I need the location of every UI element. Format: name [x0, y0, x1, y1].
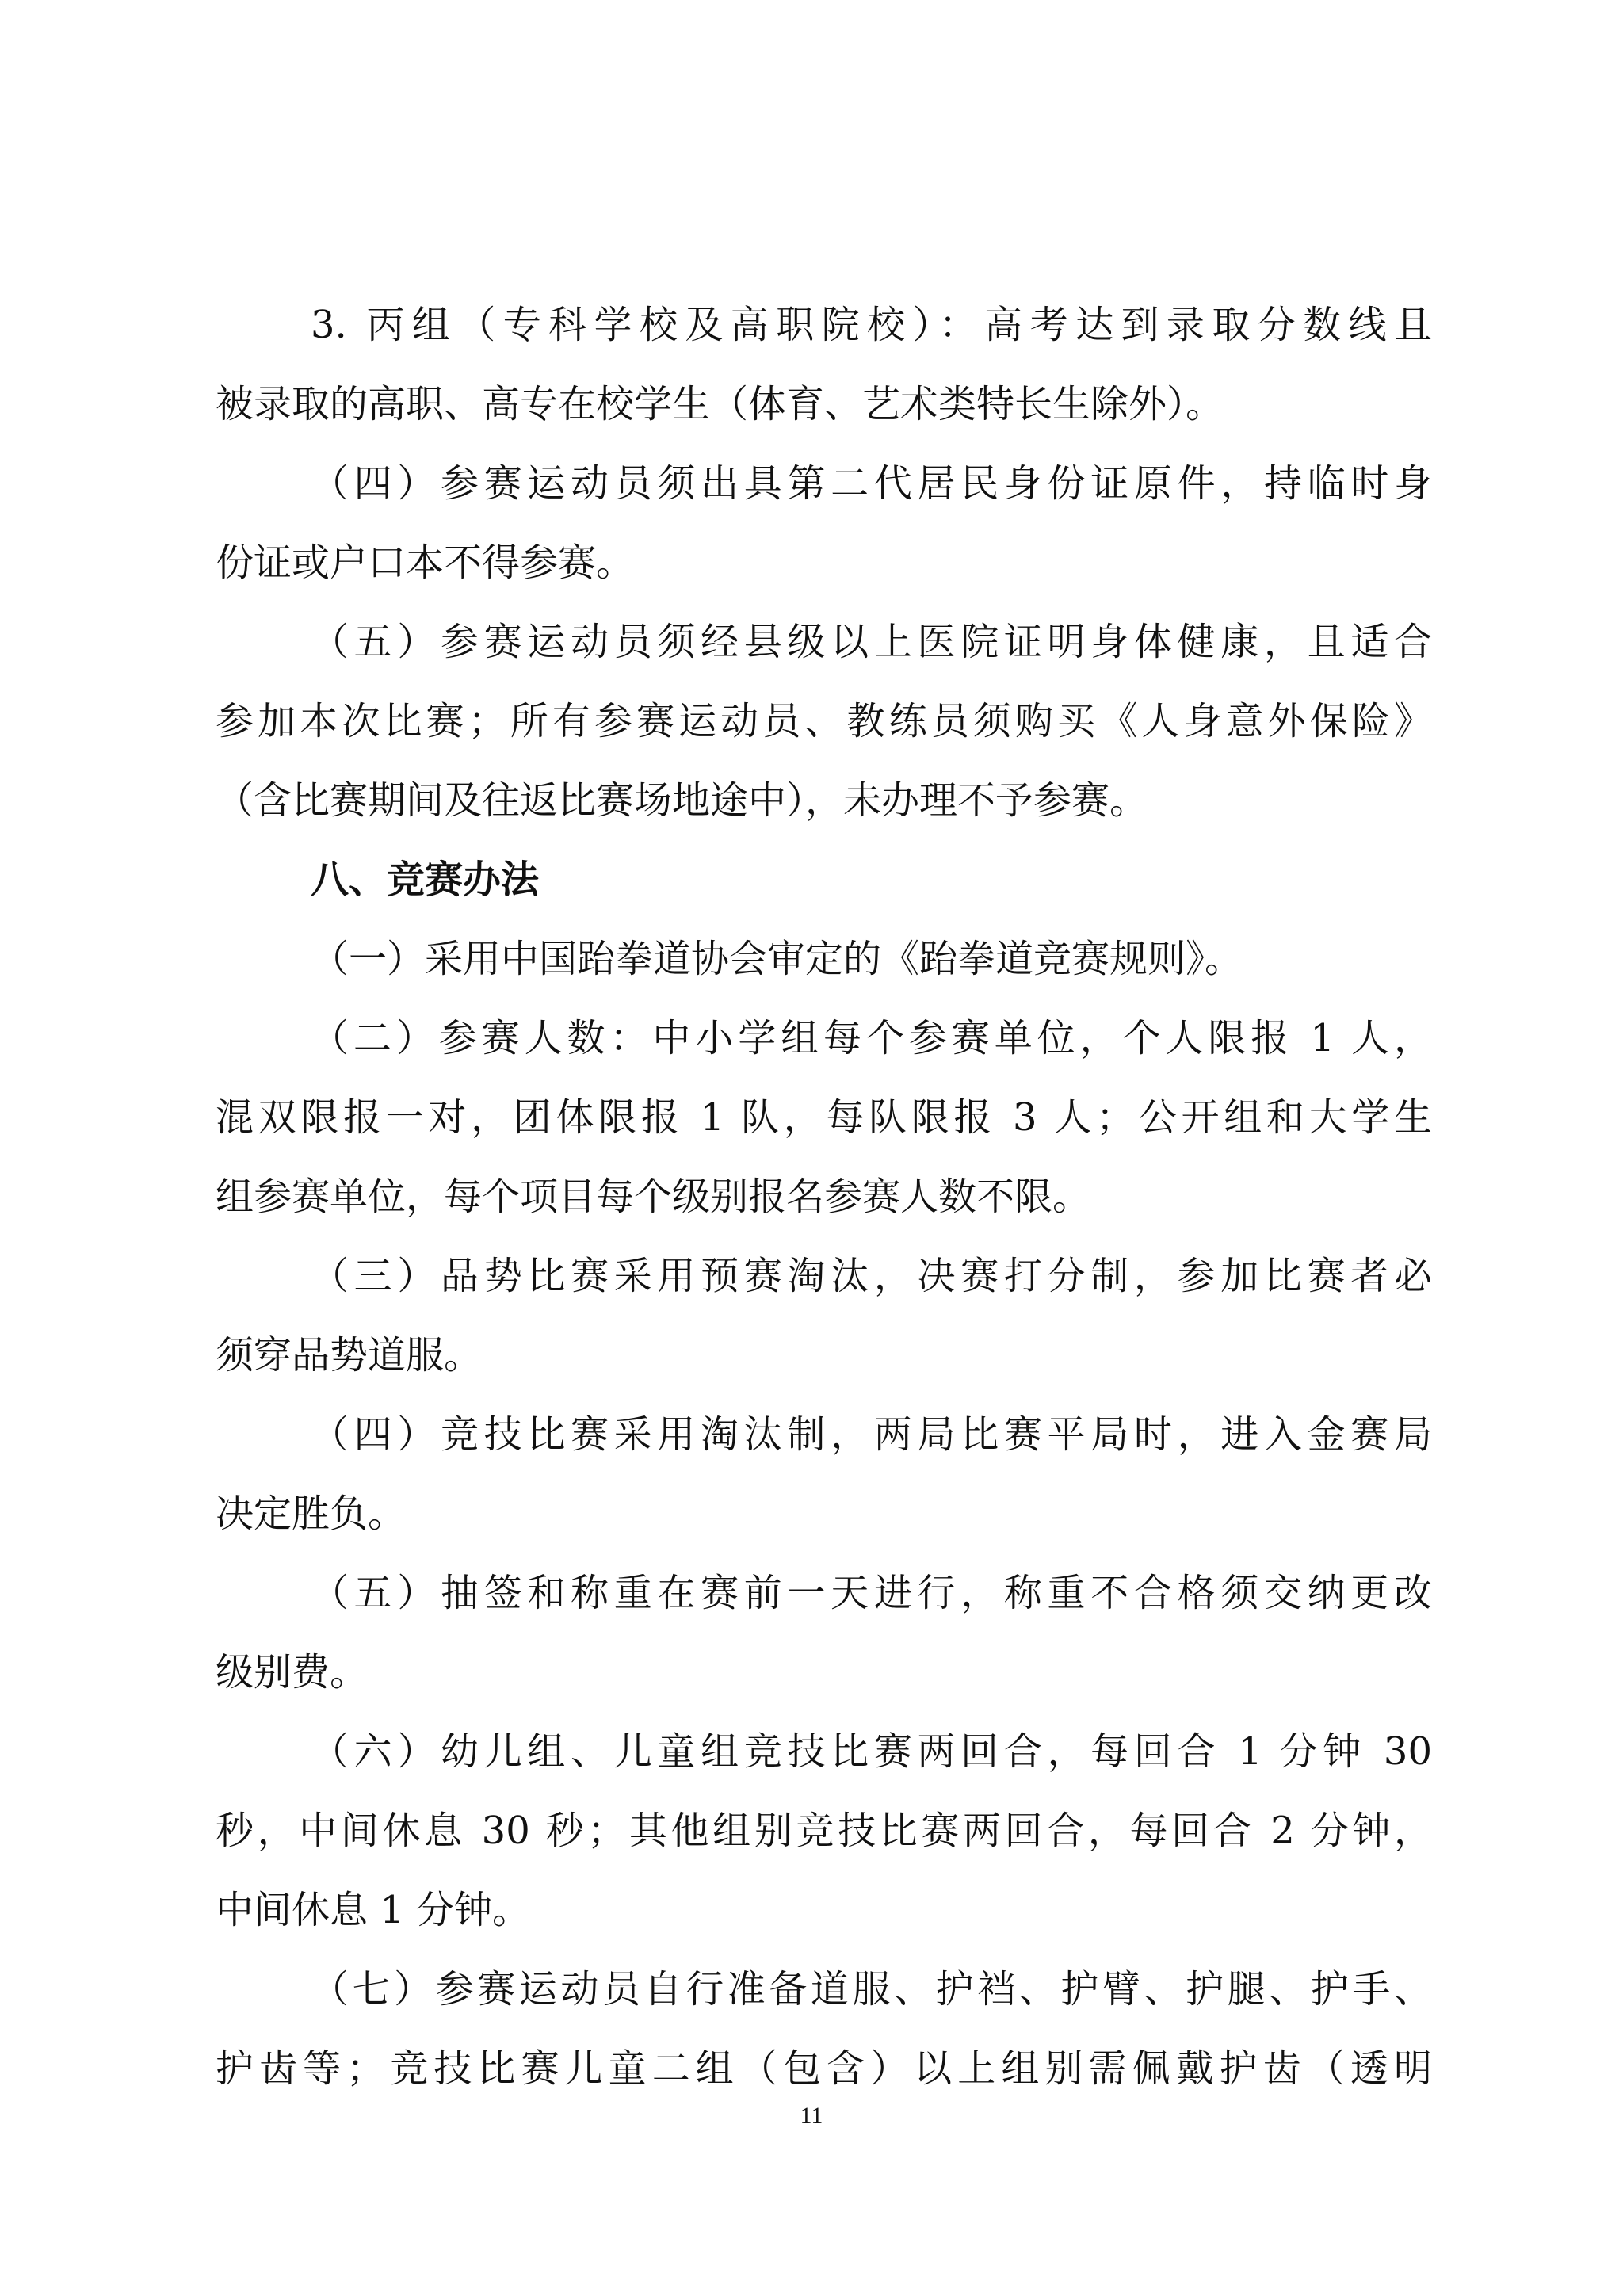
- text-line: 秒，中间休息 30 秒；其他组别竞技比赛两回合，每回合 2 分钟，: [216, 1809, 1432, 1853]
- text-line: 组参赛单位，每个项目每个级别报名参赛人数不限。: [216, 1175, 1091, 1219]
- text-line: 中间休息 1 分钟。: [216, 1888, 531, 1932]
- text-line: 级别费。: [216, 1650, 369, 1694]
- paragraph-rule-2: [216, 999, 1432, 1236]
- text-line: 决定胜负。: [216, 1492, 407, 1536]
- paragraph-rule-7: [216, 1950, 1432, 2108]
- paragraph-group-c: [216, 285, 1432, 444]
- section-title: 八、竞赛办法: [311, 858, 540, 902]
- document-body: [216, 285, 1432, 2108]
- paragraph-health: [216, 602, 1432, 840]
- paragraph-rule-4: [216, 1395, 1432, 1553]
- text-line: （六）幼儿组、儿童组竞技比赛两回合，每回合 1 分钟 30: [311, 1729, 1432, 1774]
- text-line: 须穿品势道服。: [216, 1333, 483, 1377]
- section-heading: [216, 840, 1432, 919]
- text-line: （二）参赛人数：中小学组每个参赛单位，个人限报 1 人，: [311, 1016, 1432, 1060]
- paragraph-id-card: [216, 444, 1432, 602]
- text-line: 份证或户口本不得参赛。: [216, 541, 635, 585]
- text-line: （一）采用中国跆拳道协会审定的《跆拳道竞赛规则》。: [311, 937, 1243, 981]
- paragraph-rule-1: [216, 919, 1432, 999]
- text-line: 混双限报一对，团体限报 1 队，每队限报 3 人；公开组和大学生: [216, 1095, 1432, 1140]
- text-line: （七）参赛运动员自行准备道服、护裆、护臂、护腿、护手、: [311, 1967, 1432, 2011]
- text-line: （五）参赛运动员须经县级以上医院证明身体健康，且适合: [311, 620, 1432, 664]
- text-line: （含比赛期间及往返比赛场地途中），未办理不予参赛。: [216, 778, 1148, 823]
- text-line: （三）品势比赛采用预赛淘汰，决赛打分制，参加比赛者必: [311, 1254, 1432, 1298]
- paragraph-rule-5: [216, 1553, 1432, 1712]
- text-line: （四）竞技比赛采用淘汰制，两局比赛平局时，进入金赛局: [311, 1412, 1432, 1457]
- text-line: 被录取的高职、高专在校学生（体育、艺术类特长生除外）。: [216, 382, 1224, 426]
- paragraph-rule-3: [216, 1236, 1432, 1395]
- paragraph-rule-6: [216, 1712, 1432, 1950]
- text-line: 参加本次比赛；所有参赛运动员、教练员须购买《人身意外保险》: [216, 699, 1432, 743]
- text-line: （四）参赛运动员须出具第二代居民身份证原件，持临时身: [311, 461, 1432, 506]
- text-line: 护齿等；竞技比赛儿童二组（包含）以上组别需佩戴护齿（透明: [216, 2046, 1432, 2091]
- text-line: （五）抽签和称重在赛前一天进行，称重不合格须交纳更改: [311, 1571, 1432, 1615]
- text-line: 3. 丙组（专科学校及高职院校）：高考达到录取分数线且: [311, 303, 1432, 347]
- page-number: 11: [800, 2103, 823, 2129]
